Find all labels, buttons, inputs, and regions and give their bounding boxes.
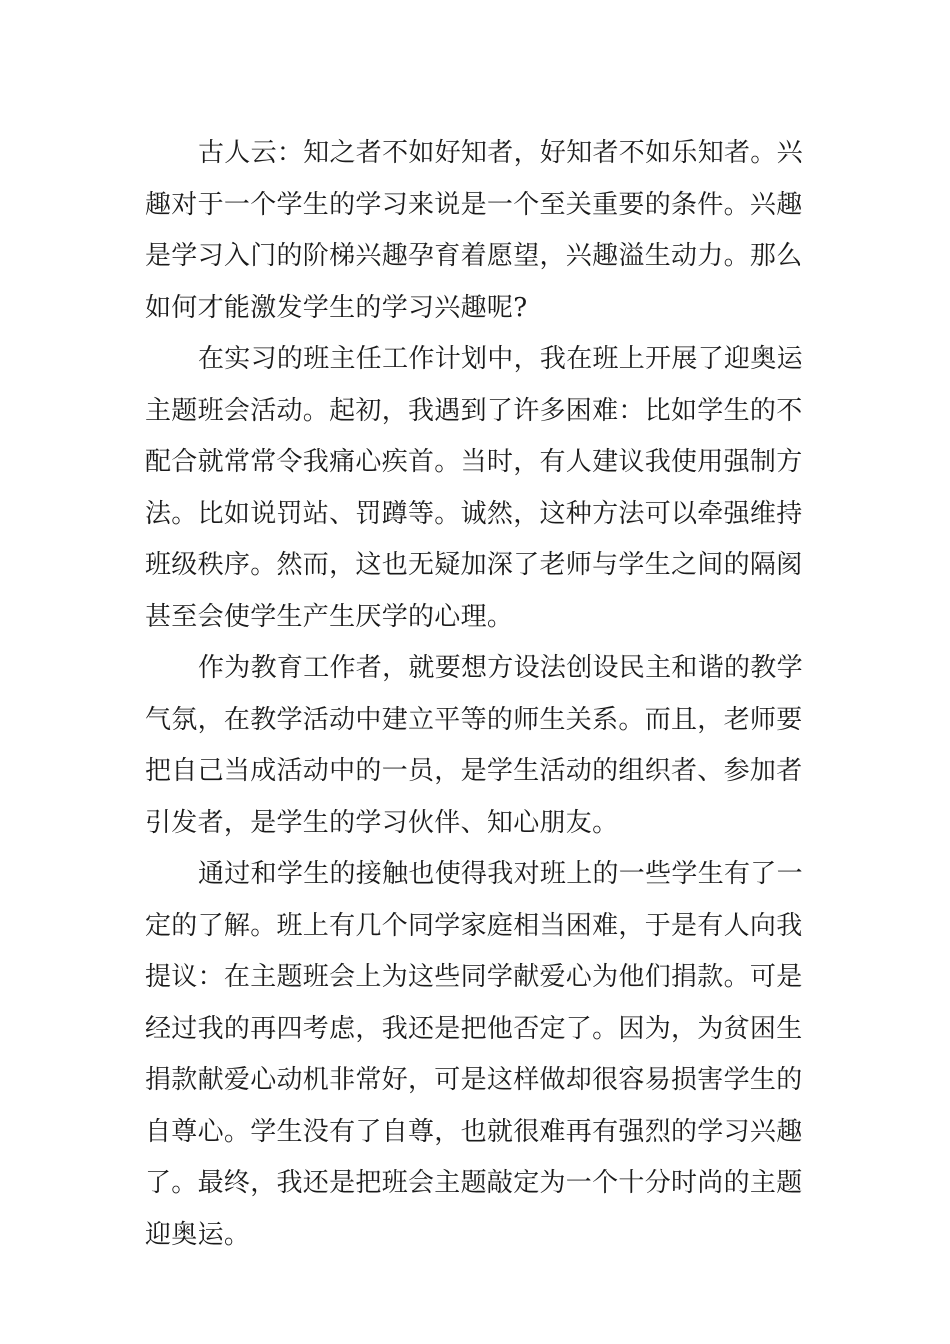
paragraph-line: 经过我的再四考虑，我还是把他否定了。因为，为贫困生 [145,1013,803,1044]
paragraph-line: 自尊心。学生没有了自尊，也就很难再有强烈的学习兴趣 [145,1116,803,1147]
paragraph-line: 在实习的班主任工作计划中，我在班上开展了迎奥运 [198,344,803,374]
paragraph-line: 迎奥运。 [145,1219,251,1250]
paragraph-line: 主题班会活动。起初，我遇到了许多困难：比如学生的不 [145,395,803,426]
paragraph-line: 甚至会使学生产生厌学的心理。 [145,601,514,632]
paragraph-3 [145,643,807,849]
document-body [145,128,807,1261]
paragraph-line: 了。最终，我还是把班会主题敲定为一个十分时尚的主题 [145,1168,803,1198]
paragraph-line: 如何才能激发学生的学习兴趣呢? [145,292,528,323]
paragraph-line: 是学习入门的阶梯兴趣孕育着愿望，兴趣溢生动力。那么 [145,241,803,271]
paragraph-line: 班级秩序。然而，这也无疑加深了老师与学生之间的隔阂 [145,550,803,580]
paragraph-line: 提议：在主题班会上为这些同学献爱心为他们捐款。可是 [145,962,803,992]
paragraph-line: 趣对于一个学生的学习来说是一个至关重要的条件。兴趣 [145,189,803,220]
paragraph-line: 气氛，在教学活动中建立平等的师生关系。而且，老师要 [145,704,803,735]
paragraph-line: 古人云：知之者不如好知者，好知者不如乐知者。兴 [198,138,803,168]
paragraph-line: 通过和学生的接触也使得我对班上的一些学生有了一 [198,859,803,889]
paragraph-line: 把自己当成活动中的一员，是学生活动的组织者、参加者 [145,756,803,786]
paragraph-4 [145,849,807,1261]
paragraph-1 [145,128,807,334]
paragraph-line: 捐款献爱心动机非常好，可是这样做却很容易损害学生的 [145,1065,803,1095]
paragraph-line: 引发者，是学生的学习伙伴、知心朋友。 [145,807,619,838]
paragraph-line: 法。比如说罚站、罚蹲等。诚然，这种方法可以牵强维持 [145,498,803,529]
paragraph-line: 定的了解。班上有几个同学家庭相当困难，于是有人向我 [145,910,803,941]
paragraph-line: 作为教育工作者，就要想方设法创设民主和谐的教学 [198,653,803,683]
paragraph-2 [145,334,807,643]
paragraph-line: 配合就常常令我痛心疾首。当时，有人建议我使用强制方 [145,447,803,477]
